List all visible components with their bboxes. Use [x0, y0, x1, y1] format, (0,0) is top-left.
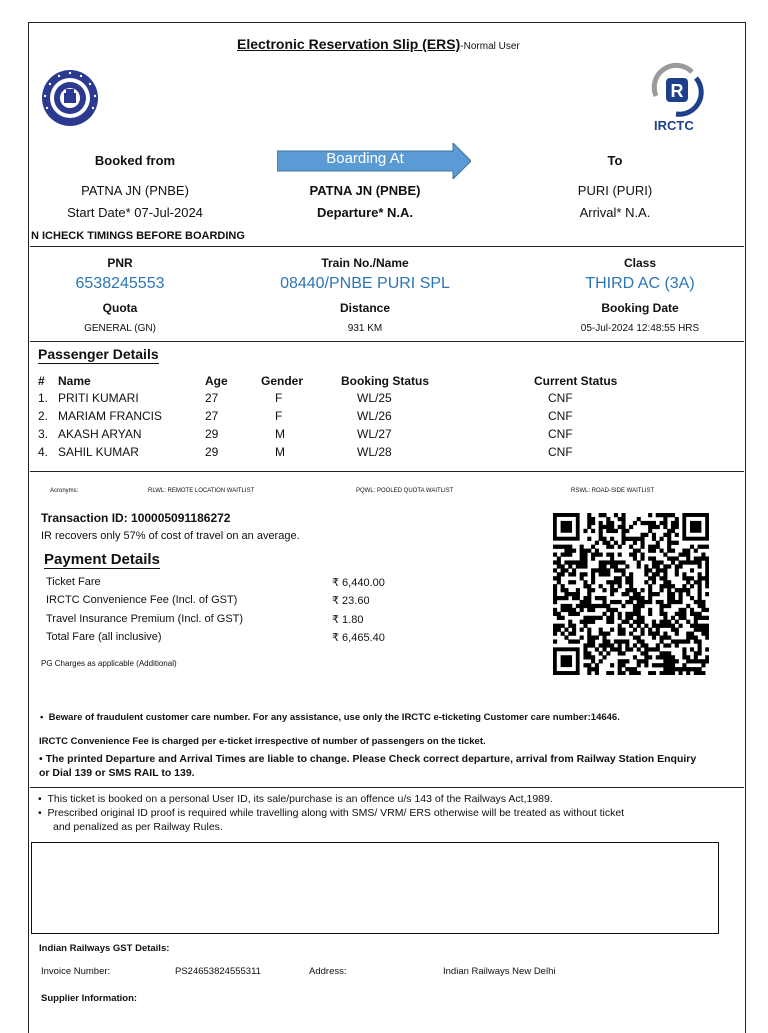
- table-row: [38, 425, 654, 443]
- row-gender: F: [275, 409, 283, 423]
- qr-code-icon: [553, 513, 709, 675]
- start-date: Start Date* 07-Jul-2024: [67, 205, 203, 220]
- fraud-notice-text: Beware of fraudulent customer care number. For any assistance, use only the IRCTC e-ticketing Customer care number:14646.: [48, 712, 620, 723]
- row-name: SAHIL KUMAR: [58, 445, 139, 459]
- check-timings-note: N ICHECK TIMINGS BEFORE BOARDING: [31, 230, 245, 242]
- svg-text:R: R: [670, 81, 684, 101]
- timings-notice-line2: or Dial 139 or SMS RAIL to 139.: [39, 767, 195, 779]
- transaction-id: Transaction ID: 100005091186272: [41, 511, 231, 525]
- id-proof-text: Prescribed original ID proof is required while travelling along with SMS/ VRM/ ERS otherwise will be treated as without ticket: [47, 807, 625, 819]
- table-row: [38, 407, 654, 425]
- timings-notice-line1: [39, 753, 696, 765]
- convenience-fee-notice: IRCTC Convenience Fee is charged per e-ticket irrespective of number of passengers on the ticket.: [39, 736, 486, 747]
- pnr-value: 6538245553: [75, 275, 165, 292]
- payment-label-total: Total Fare (all inclusive): [46, 631, 162, 643]
- row-name: AKASH ARYAN: [58, 427, 142, 441]
- booking-date-label: Booking Date: [601, 301, 679, 315]
- boarding-arrow: [277, 143, 471, 184]
- address-value: Indian Railways New Delhi: [443, 966, 556, 977]
- divider-booking: [30, 341, 744, 342]
- user-type: -Normal User: [460, 41, 520, 52]
- personal-id-notice: [38, 793, 553, 805]
- row-booking-status: WL/26: [357, 409, 392, 423]
- acronym-rlwl: RLWL: REMOTE LOCATION WAITLIST: [148, 488, 255, 494]
- id-proof-notice-line2: and penalized as per Railway Rules.: [53, 821, 223, 833]
- divider-journey: [30, 246, 744, 247]
- quota-value: GENERAL (GN): [84, 323, 156, 334]
- payment-label-ticket-fare: Ticket Fare: [46, 576, 101, 588]
- payment-label-convenience-fee: IRCTC Convenience Fee (Incl. of GST): [46, 594, 238, 606]
- to-label: To: [607, 153, 623, 168]
- row-booking-status: WL/28: [357, 445, 392, 459]
- bullet-icon: •: [39, 753, 46, 765]
- invoice-number: PS24653824555311: [175, 966, 261, 977]
- irctc-logo-text: IRCTC: [654, 118, 694, 133]
- acronyms-label: Acronyms:: [50, 488, 79, 494]
- train-label: Train No./Name: [321, 256, 409, 270]
- col-gender: Gender: [261, 373, 304, 388]
- class-value: THIRD AC (3A): [585, 275, 695, 292]
- row-booking-status: WL/27: [357, 427, 392, 441]
- booked-from-label: Booked from: [94, 153, 176, 168]
- fraud-notice: [40, 712, 620, 723]
- irctc-logo-icon: [646, 58, 708, 136]
- acronym-rswl: RSWL: ROAD-SIDE WAITLIST: [571, 488, 655, 494]
- row-age: 27: [205, 391, 219, 405]
- row-current-status: CNF: [548, 391, 573, 405]
- table-row: [38, 443, 654, 461]
- to-station: PURI (PURI): [577, 183, 653, 198]
- col-current-status: Current Status: [534, 373, 618, 388]
- recovery-note: IR recovers only 57% of cost of travel on an average.: [41, 530, 300, 542]
- personal-id-text: This ticket is booked on a personal User ID, its sale/purchase is an offence u/s 143 of the Railways Act,1989.: [47, 793, 553, 805]
- supplier-info-label: Supplier Information:: [41, 993, 138, 1004]
- row-num: 2.: [38, 409, 49, 423]
- id-proof-notice-line1: [38, 807, 624, 819]
- bullet-icon: •: [40, 712, 49, 723]
- timings-notice-text: The printed Departure and Arrival Times are liable to change. Please Check correct departure, arrival from Railway Station Enquiry: [45, 753, 697, 765]
- divider-passengers: [30, 471, 744, 472]
- blank-box: [31, 842, 719, 934]
- row-current-status: CNF: [548, 409, 573, 423]
- row-gender: M: [275, 427, 285, 441]
- col-num: #: [38, 373, 45, 388]
- address-label: Address:: [309, 966, 347, 977]
- passenger-details-title: Passenger Details: [38, 346, 159, 362]
- distance-value: 931 KM: [347, 323, 383, 334]
- payment-details-title: Payment Details: [44, 551, 160, 568]
- col-booking-status: Booking Status: [341, 373, 430, 388]
- row-age: 29: [205, 427, 219, 441]
- row-num: 3.: [38, 427, 49, 441]
- gst-title: Indian Railways GST Details:: [39, 943, 170, 954]
- departure-time: Departure* N.A.: [316, 205, 414, 220]
- bullet-icon: •: [38, 793, 48, 805]
- row-age: 27: [205, 409, 219, 423]
- indian-railways-emblem-icon: [40, 68, 100, 133]
- divider-notices: [30, 787, 744, 788]
- ers-title: Electronic Reservation Slip (ERS): [237, 36, 461, 52]
- payment-amount-ticket-fare: ₹ 6,440.00: [332, 577, 385, 589]
- row-gender: M: [275, 445, 285, 459]
- row-current-status: CNF: [548, 427, 573, 441]
- passenger-table-header: [38, 372, 654, 389]
- col-age: Age: [205, 373, 228, 388]
- payment-amount-insurance: ₹ 1.80: [332, 614, 364, 626]
- train-value: 08440/PNBE PURI SPL: [280, 275, 450, 292]
- pnr-label: PNR: [107, 256, 133, 270]
- from-station: PATNA JN (PNBE): [81, 183, 189, 198]
- table-row: [38, 389, 654, 407]
- arrival-time: Arrival* N.A.: [579, 205, 651, 220]
- row-name: MARIAM FRANCIS: [58, 409, 163, 423]
- row-age: 29: [205, 445, 219, 459]
- row-num: 1.: [38, 391, 49, 405]
- row-current-status: CNF: [548, 445, 573, 459]
- row-gender: F: [275, 391, 283, 405]
- distance-label: Distance: [339, 301, 391, 315]
- boarding-at-label: Boarding At: [326, 150, 404, 167]
- class-label: Class: [623, 256, 657, 270]
- payment-amount-convenience-fee: ₹ 23.60: [332, 595, 370, 607]
- passenger-table: [38, 372, 654, 461]
- col-name: Name: [58, 373, 91, 388]
- pg-charges-note: PG Charges as applicable (Additional): [41, 659, 177, 668]
- row-num: 4.: [38, 445, 49, 459]
- ers-header: [237, 36, 520, 52]
- invoice-label: Invoice Number:: [41, 966, 111, 977]
- acronym-pqwl: PQWL: POOLED QUOTA WAITLIST: [356, 488, 454, 494]
- bullet-icon: •: [38, 807, 48, 819]
- booking-date-value: 05-Jul-2024 12:48:55 HRS: [580, 323, 700, 334]
- quota-label: Quota: [102, 301, 138, 315]
- row-name: PRITI KUMARI: [58, 391, 139, 405]
- boarding-station: PATNA JN (PNBE): [309, 183, 421, 198]
- payment-amount-total: ₹ 6,465.40: [332, 632, 385, 644]
- payment-label-insurance: Travel Insurance Premium (Incl. of GST): [46, 613, 244, 625]
- row-booking-status: WL/25: [357, 391, 392, 405]
